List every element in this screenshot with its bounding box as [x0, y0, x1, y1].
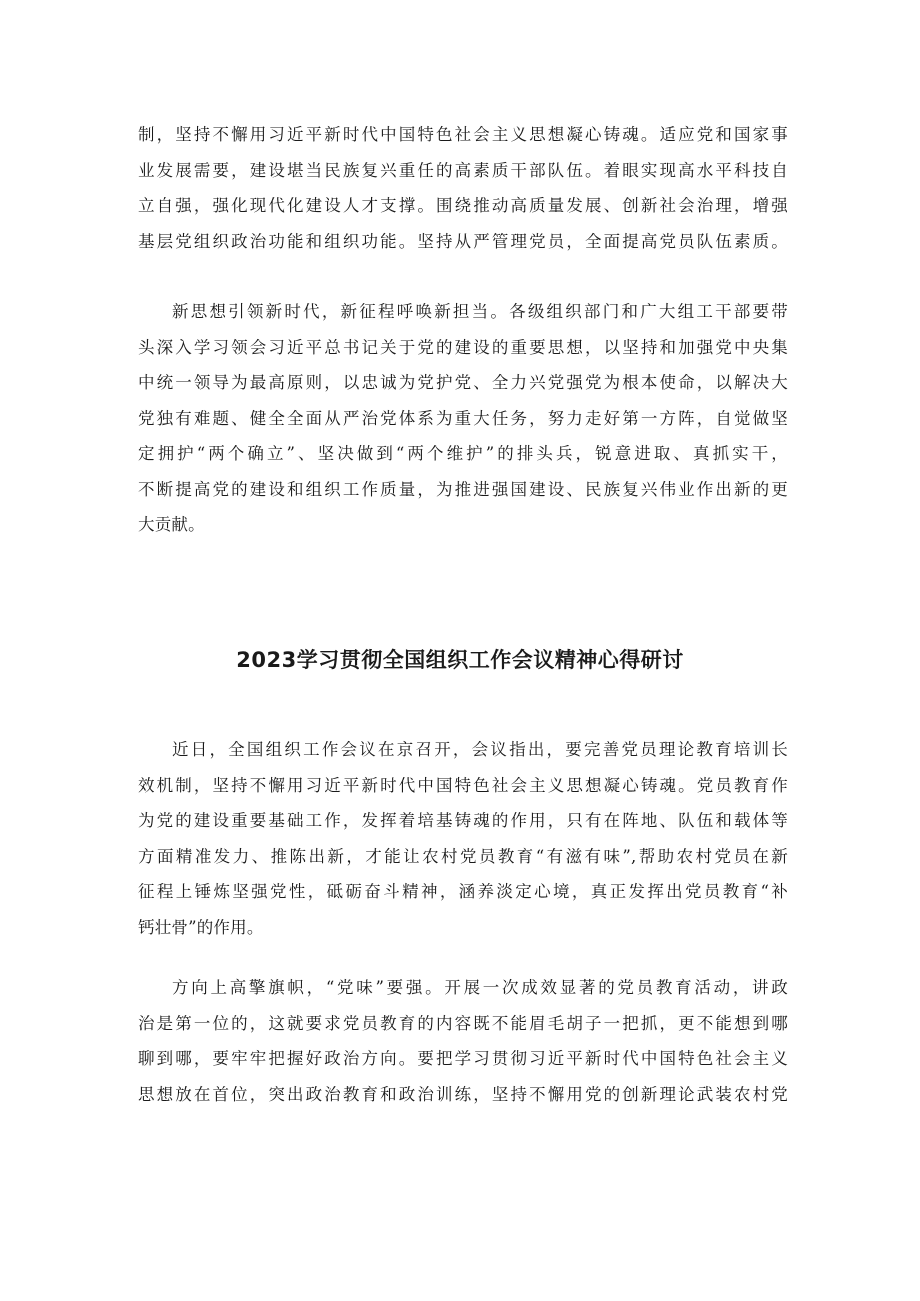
- paragraph-new-era: [138, 294, 788, 543]
- text-line: 不断提高党的建设和组织工作质量，为推进强国建设、民族复兴伟业作出新的更: [138, 479, 788, 499]
- text-line: 钙壮骨”的作用。: [138, 917, 264, 937]
- text-line: 新思想引领新时代，新征程呼唤新担当。各级组织部门和广大组工干部要带: [172, 302, 788, 321]
- text-line: 基层党组织政治功能和组织功能。坚持从严管理党员，全面提高党员队伍素质。: [138, 231, 788, 251]
- text-line: 头深入学习领会习近平总书记关于党的建设的重要思想，以坚持和加强党中央集: [138, 337, 788, 357]
- text-line: 方向上高擎旗帜，“党味”要强。开展一次成效显著的党员教育活动，讲政: [172, 978, 788, 997]
- text-line: 方面精准发力、推陈出新，才能让农村党员教育“有滋有味”,帮助农村党员在新: [138, 846, 788, 866]
- paragraph-direction: [138, 970, 788, 1112]
- text-line: 为党的建设重要基础工作，发挥着培基铸魂的作用，只有在阵地、队伍和载体等: [138, 811, 788, 830]
- text-line: 近日，全国组织工作会议在京召开，会议指出，要完善党员理论教育培训长: [172, 740, 788, 759]
- text-line: 中统一领导为最高原则，以忠诚为党护党、全力兴党强党为根本使命，以解决大: [138, 373, 788, 392]
- paragraph-continuation: [138, 117, 788, 259]
- text-line: 治是第一位的，这就要求党员教育的内容既不能眉毛胡子一把抓，更不能想到哪: [138, 1013, 788, 1033]
- text-line: 制，坚持不懈用习近平新时代中国特色社会主义思想凝心铸魂。适应党和国家事: [138, 125, 788, 144]
- text-line: 效机制，坚持不懈用习近平新时代中国特色社会主义思想凝心铸魂。党员教育作: [138, 775, 788, 795]
- text-line: 大贡献。: [138, 515, 205, 534]
- text-line: 聊到哪，要牢牢把握好政治方向。要把学习贯彻习近平新时代中国特色社会主义: [138, 1049, 788, 1068]
- text-line: 立自强，强化现代化建设人才支撑。围绕推动高质量发展、创新社会治理，增强: [138, 196, 788, 215]
- text-line: 征程上锤炼坚强党性，砥砺奋斗精神，涵养淡定心境，真正发挥出党员教育“补: [138, 882, 788, 901]
- text-line: 业发展需要，建设堪当民族复兴重任的高素质干部队伍。着眼实现高水平科技自: [138, 160, 788, 180]
- text-line: 党独有难题、健全全面从严治党体系为重大任务，努力走好第一方阵，自觉做坚: [138, 408, 788, 428]
- text-line: 思想放在首位，突出政治教育和政治训练，坚持不懈用党的创新理论武装农村党: [138, 1084, 788, 1104]
- paragraph-intro: [138, 732, 788, 945]
- text-line: 定拥护“两个确立”、坚决做到“两个维护”的排头兵，锐意进取、真抓实干，: [138, 444, 788, 463]
- article-title: 2023学习贯彻全国组织工作会议精神心得研讨: [236, 648, 684, 672]
